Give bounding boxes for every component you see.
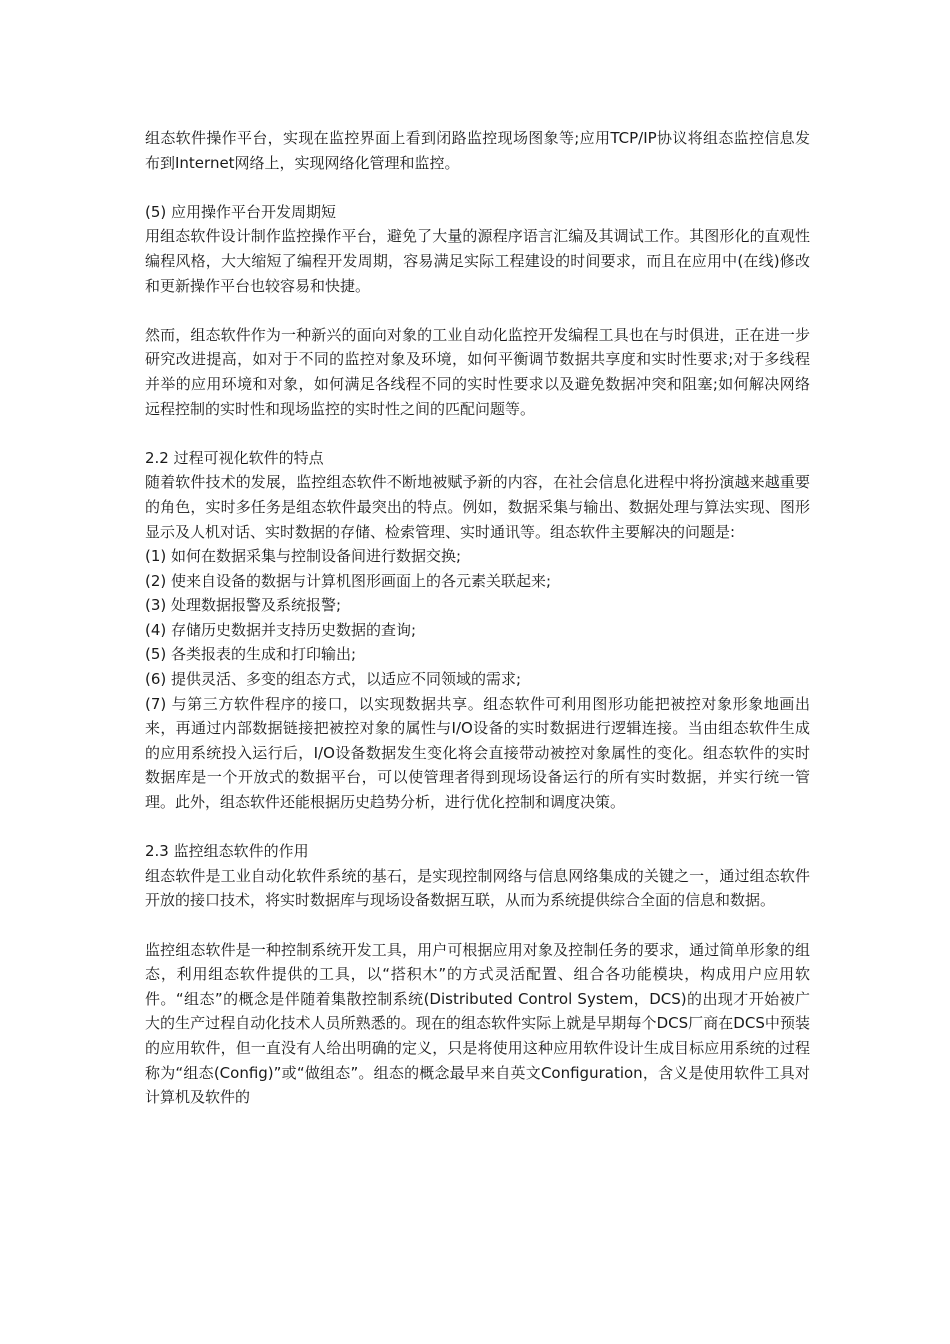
list-item: (7) 与第三方软件程序的接口，以实现数据共享。组态软件可利用图形功能把被控对象形象地画出来，再通过内部数据链接把被控对象的属性与I/O设备的实时数据进行逻辑连接。当由组态软件生成的应用系统投入运行后，I/O设备数据发生变化将会直接带动被控对象属性的变化。组态软件的实时数据库是一个开放式的数据平台，可以使管理者得到现场设备运行的所有实时数据，并实行统一管理。此外，组态软件还能根据历史趋势分析，进行优化控制和调度决策。 xyxy=(145,694,810,812)
list-item: (5) 各类报表的生成和打印输出; xyxy=(145,645,357,664)
paragraph-spacer xyxy=(145,913,810,938)
paragraph-configuration-concept: 监控组态软件是一种控制系统开发工具，用户可根据应用对象及控制任务的要求，通过简单形象的组态，利用组态软件提供的工具，以“搭积木”的方式灵活配置、组合各功能模块，构成用户应用软件。“组态”的概念是伴随着集散控制系统(Distributed Control System，DCS)的出现才开始被广大的生产过程自动化技术人员所熟悉的。现在的组态软件实际上就是早期每个DCS厂商在DCS中预装的应用软件，但一直没有人给出明确的定义，只是将使用这种应用软件设计生成目标应用系统的过程称为“组态(Config)”或“做组态”。组态的概念最早来自英文Configuration，含义是使用软件工具对计算机及软件的 xyxy=(145,940,810,1107)
paragraph-spacer xyxy=(145,175,810,200)
list-item: (3) 处理数据报警及系统报警; xyxy=(145,596,342,615)
list-item: (4) 存储历史数据并支持历史数据的查询; xyxy=(145,620,417,639)
paragraph-software-role: 组态软件是工业自动化软件系统的基石，是实现控制网络与信息网络集成的关键之一，通过组态软件开放的接口技术，将实时数据库与现场设备数据互联，从而为系统提供综合全面的信息和数据。 xyxy=(145,866,810,910)
list-item: (6) 提供灵活、多变的组态方式，以适应不同领域的需求; xyxy=(145,670,522,689)
section-heading-2-2: 2.2 过程可视化软件的特点 xyxy=(145,448,324,467)
document-body xyxy=(145,126,810,1110)
paragraph-spacer xyxy=(145,815,810,840)
paragraph-software-features: 随着软件技术的发展，监控组态软件不断地被赋予新的内容，在社会信息化进程中将扮演越来越重要的角色，实时多任务是组态软件最突出的特点。例如，数据采集与输出、数据处理与算法实现、图形显示及人机对话、实时数据的存储、检索管理、实时通讯等。组态软件主要解决的问题是: xyxy=(145,473,810,541)
paragraph-development-cycle: 用组态软件设计制作监控操作平台，避免了大量的源程序语言汇编及其调试工作。其图形化的直观性编程风格，大大缩短了编程开发周期，容易满足实际工程建设的时间要求，而且在应用中(在线)修改和更新操作平台也较容易和快捷。 xyxy=(145,227,810,295)
paragraph-platform-monitoring: 组态软件操作平台，实现在监控界面上看到闭路监控现场图象等;应用TCP/IP协议将组态监控信息发布到Internet网络上，实现网络化管理和监控。 xyxy=(145,129,810,172)
paragraph-realtime-challenges: 然而，组态软件作为一种新兴的面向对象的工业自动化监控开发编程工具也在与时俱进，正在进一步研究改进提高，如对于不同的监控对象及环境，如何平衡调节数据共享度和实时性要求;对于多线程并举的应用环境和对象，如何满足各线程不同的实时性要求以及避免数据冲突和阻塞;如何解决网络远程控制的实时性和现场监控的实时性之间的匹配问题等。 xyxy=(145,325,810,418)
subheading-development-cycle: (5) 应用操作平台开发周期短 xyxy=(145,202,337,221)
paragraph-spacer xyxy=(145,421,810,446)
list-item: (1) 如何在数据采集与控制设备间进行数据交换; xyxy=(145,547,462,566)
paragraph-spacer xyxy=(145,298,810,323)
list-item: (2) 使来自设备的数据与计算机图形画面上的各元素关联起来; xyxy=(145,571,552,590)
section-heading-2-3: 2.3 监控组态软件的作用 xyxy=(145,842,309,861)
